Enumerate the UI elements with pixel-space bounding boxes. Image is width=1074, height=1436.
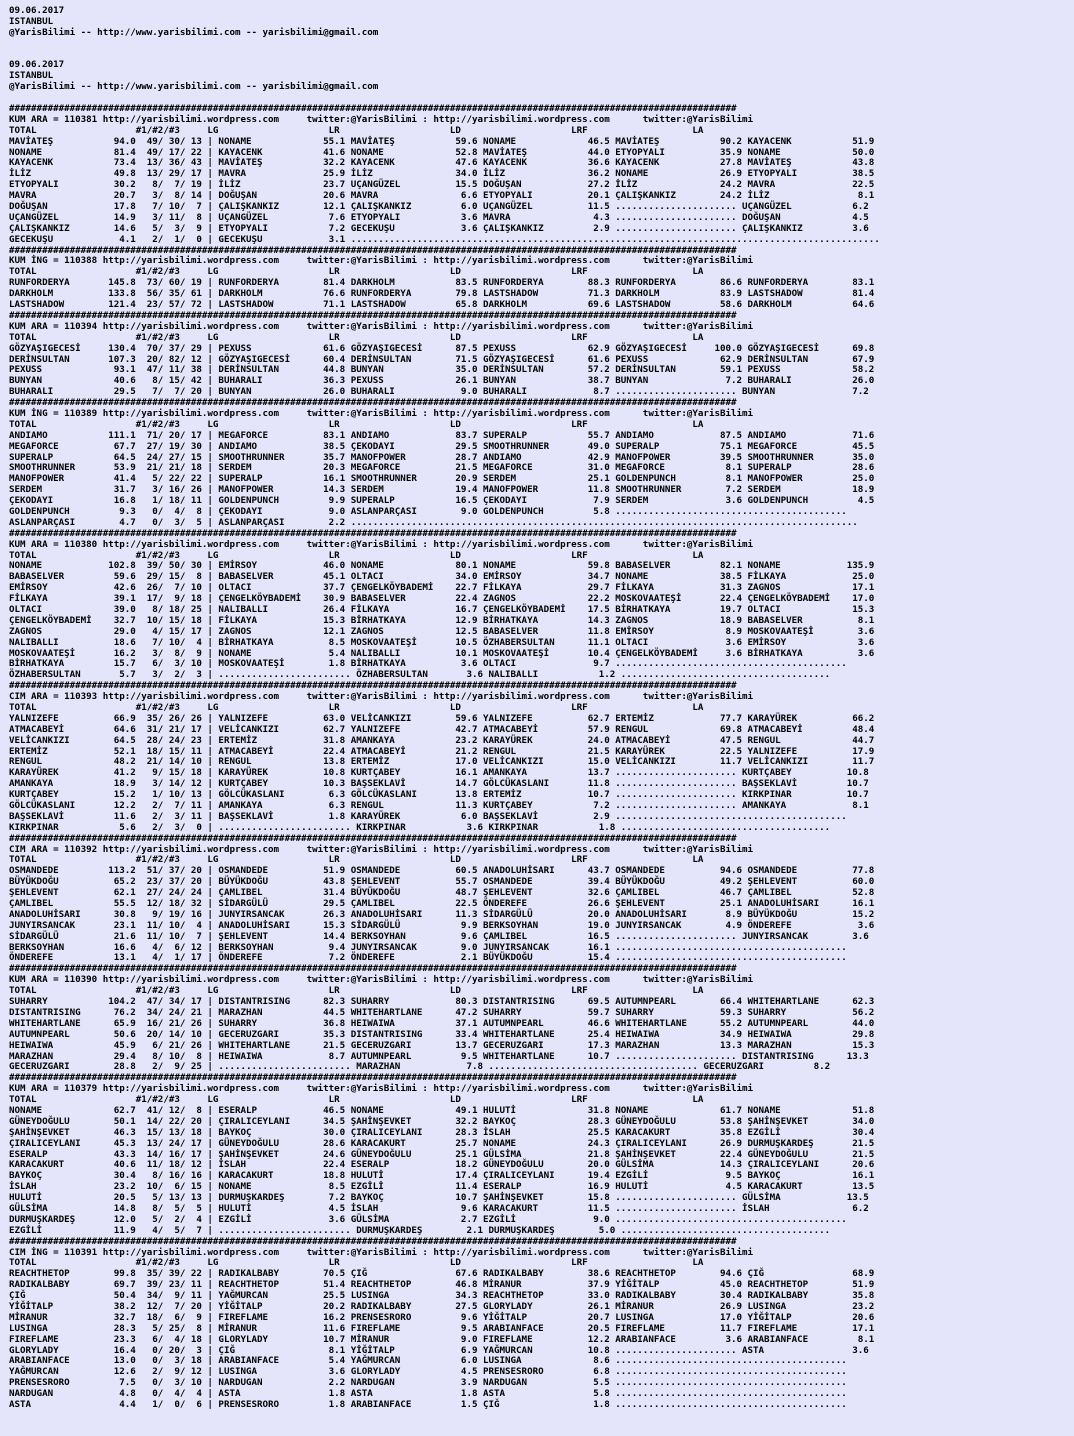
report-line: DERİNSULTAN 107.3 20/ 82/ 12 | GÖZYAŞIGECESİ 60.4 DERİNSULTAN 71.5 GÖZYAŞIGECESİ 61.6 PEXUSS 62.9 DERİNSULTAN 67.9 — [9, 353, 875, 365]
report-line: ŞEHLEVENT 62.1 27/ 24/ 24 | ÇAMLIBEL 31.4 BÜYÜKDOĞU 48.7 ŞEHLEVENT 32.6 ÇAMLIBEL 46.7 ÇAMLIBEL 52.8 — [9, 887, 875, 899]
report-line: @YarisBilimi -- http://www.yarisbilimi.com -- yarisbilimi@gmail.com — [9, 81, 379, 93]
report-line: #################################################################################################################################### — [9, 1072, 737, 1084]
report-line: NARDUGAN 4.8 0/ 4/ 4 | ASTA 1.8 ASTA 1.8 ASTA 5.8 .......................................... — [9, 1388, 847, 1400]
report-line: ÖZHABERSULTAN 5.7 3/ 2/ 3 | ........................ ÖZHABERSULTAN 3.6 NALIBALLI 1.2 ...................................... — [9, 669, 831, 681]
report-line: 09.06.2017 — [9, 5, 65, 16]
report-line: NONAME 62.7 41/ 12/ 8 | ESERALP 46.5 NONAME 49.1 HULUTİ 31.8 NONAME 61.7 NONAME 51.8 — [9, 1104, 875, 1116]
report-line: YİĞİTALP 38.2 12/ 7/ 20 | YİĞİTALP 20.2 RADIKALBABY 27.5 GLORYLADY 26.1 MİRANUR 26.9 LUSINGA 23.2 — [9, 1300, 875, 1312]
report-line: ÇIĞ 50.4 34/ 9/ 11 | YAĞMURCAN 25.5 LUSINGA 34.3 REACHTHETOP 33.0 RADIKALBABY 30.4 RADIKALBABY 35.8 — [9, 1290, 875, 1302]
report-line: KUM İNG = 110388 http://yarisbilimi.wordpress.com twitter:@YarisBilimi : http://yarisbilimi.wordpress.com twitter:@YarisBilimi — [9, 255, 754, 267]
report-line: VELİCANKIZI 64.5 28/ 24/ 23 | ERTEMİZ 31.8 AMANKAYA 23.2 KARAYÜREK 24.0 ATMACABEYİ 47.5 RENGUL 44.7 — [9, 734, 875, 746]
report-line: CIM ARA = 110392 http://yarisbilimi.wordpress.com twitter:@YarisBilimi : http://yarisbilimi.wordpress.com twitter:@YarisBilimi — [9, 843, 754, 855]
report-line: CIM ARA = 110393 http://yarisbilimi.wordpress.com twitter:@YarisBilimi : http://yarisbilimi.wordpress.com twitter:@YarisBilimi — [9, 691, 754, 703]
report-line: RENGUL 48.2 21/ 14/ 10 | RENGUL 13.8 ERTEMİZ 17.0 VELİCANKIZI 15.0 VELİCANKIZI 11.7 VELİCANKIZI 11.7 — [9, 756, 875, 768]
report-line: İSLAH 23.2 10/ 6/ 15 | NONAME 8.5 EZGİLİ 11.4 ESERALP 16.9 HULUTİ 4.5 KARACAKURT 13.5 — [9, 1181, 875, 1193]
report-line: SİDARGÜLÜ 21.6 11/ 10/ 7 | ŞEHLEVENT 14.4 BERKSOYHAN 9.6 ÇAMLIBEL 16.5 ...................... JUNYIRSANCAK 3.6 — [9, 930, 869, 942]
report-line: ISTANBUL — [9, 70, 54, 82]
report-line: ZAGNOS 29.0 4/ 15/ 17 | ZAGNOS 12.1 ZAGNOS 12.5 BABASELVER 11.8 EMİRSOY 8.9 MOSKOVAATEŞİ 3.6 — [9, 625, 875, 637]
report-line: TOTAL #1/#2/#3 LG LR LD LRF LA — [9, 1257, 704, 1269]
report-line: RUNFORDERYA 145.8 73/ 60/ 19 | RUNFORDERYA 81.4 DARKHOLM 83.5 RUNFORDERYA 88.3 RUNFORDERYA 86.6 RUNFORDERYA 83.1 — [9, 277, 875, 289]
report-line: BAŞSEKLAVİ 11.6 2/ 3/ 11 | BAŞSEKLAVİ 1.8 KARAYÜREK 6.0 BAŞSEKLAVİ 2.9 .......................................... — [9, 810, 847, 822]
report-line: OSMANDEDE 113.2 51/ 37/ 20 | OSMANDEDE 51.9 OSMANDEDE 60.5 ANADOLUHİSARI 43.7 OSMANDEDE 94.6 OSMANDEDE 77.8 — [9, 865, 875, 877]
report-line: ÖNDEREFE 13.1 4/ 1/ 17 | ÖNDEREFE 7.2 ÖNDEREFE 2.1 BÜYÜKDOĞU 15.4 .......................................... — [9, 952, 847, 964]
report-line — [9, 39, 1074, 50]
report-line: SUHARRY 104.2 47/ 34/ 17 | DISTANTRISING 82.3 SUHARRY 80.3 DISTANTRISING 69.5 AUTUMNPEARL 66.4 WHITEHARTLANE 62.3 — [9, 996, 875, 1008]
report-line: MİRANUR 32.7 18/ 6/ 9 | FIREFLAME 16.2 PRENSESRORO 9.6 YİĞİTALP 20.7 LUSINGA 17.0 YİĞİTALP 20.6 — [9, 1311, 875, 1323]
report-line: BERKSOYHAN 16.6 4/ 6/ 12 | BERKSOYHAN 9.4 JUNYIRSANCAK 9.0 JUNYIRSANCAK 16.1 .......................................... — [9, 941, 847, 953]
report-line: ŞAHİNŞEVKET 46.3 15/ 13/ 18 | BAYKOÇ 30.0 ÇIRALICEYLANI 28.3 İSLAH 25.5 KARACAKURT 35.8 EZGİLİ 30.4 — [9, 1126, 875, 1138]
report-line: SERDEM 31.7 3/ 16/ 26 | MANOFPOWER 14.3 SERDEM 19.4 MANOFPOWER 11.8 SMOOTHRUNNER 7.2 SERDEM 18.9 — [9, 484, 875, 496]
report-line: ASLANPARÇASI 4.7 0/ 3/ 5 | ASLANPARÇASI 2.2 ............................................................................................ — [9, 516, 858, 528]
report-line: MAVİATEŞ 94.0 49/ 30/ 13 | NONAME 55.1 MAVİATEŞ 59.6 NONAME 46.5 MAVİATEŞ 90.2 KAYACENK 51.9 — [9, 135, 875, 147]
report-line: BABASELVER 59.6 29/ 15/ 8 | BABASELVER 45.1 OLTACI 34.0 EMİRSOY 34.7 NONAME 38.5 FİLKAYA 25.0 — [9, 571, 875, 583]
report-line: GÖLCÜKASLANI 12.2 2/ 7/ 11 | AMANKAYA 6.3 RENGUL 11.3 KURTÇABEY 7.2 ...................... AMANKAYA 8.1 — [9, 800, 869, 812]
report-line: GÜLSİMA 14.8 8/ 5/ 5 | HULUTİ 4.5 İSLAH 9.6 KARACAKURT 11.5 ...................... İSLAH 6.2 — [9, 1202, 869, 1214]
report-line: DURMUŞKARDEŞ 12.0 5/ 2/ 4 | EZGİLİ 3.6 GÜLSİMA 2.7 EZGİLİ 9.0 .......................................... — [9, 1213, 847, 1225]
report-line: MARAZHAN 29.4 8/ 10/ 8 | HEIWAIWA 8.7 AUTUMNPEARL 9.5 WHITEHARTLANE 10.7 ...................... DISTANTRISING 13.3 — [9, 1050, 869, 1062]
report-line: HEIWAIWA 45.9 6/ 21/ 26 | WHITEHARTLANE 21.5 GECERUZGARI 13.7 GECERUZGARI 17.3 MARAZHAN 13.3 MARAZHAN 15.3 — [9, 1039, 875, 1051]
report-line: AUTUMNPEARL 50.6 20/ 14/ 10 | GECERUZGARI 35.3 DISTANTRISING 33.4 WHITEHARTLANE 25.4 HEIWAIWA 34.9 HEIWAIWA 29.8 — [9, 1028, 875, 1040]
report-line: ESERALP 43.3 14/ 16/ 17 | ŞAHİNŞEVKET 24.6 GÜNEYDOĞULU 25.1 GÜLSİMA 21.8 ŞAHİNŞEVKET 22.4 GÜNEYDOĞULU 21.5 — [9, 1148, 875, 1160]
report-line: SMOOTHRUNNER 53.9 21/ 21/ 18 | SERDEM 20.3 MEGAFORCE 21.5 MEGAFORCE 31.0 MEGAFORCE 8.1 SUPERALP 28.6 — [9, 462, 875, 474]
report-line: #################################################################################################################################### — [9, 397, 737, 409]
report-line: WHITEHARTLANE 65.9 16/ 21/ 26 | SUHARRY 36.8 HEIWAIWA 37.1 AUTUMNPEARL 46.6 WHITEHARTLANE 55.2 AUTUMNPEARL 44.0 — [9, 1017, 875, 1029]
report-line: PRENSESRORO 7.5 0/ 3/ 10 | NARDUGAN 2.2 NARDUGAN 3.9 NARDUGAN 5.5 .......................................... — [9, 1377, 847, 1389]
report-line: KUM ARA = 110381 http://yarisbilimi.wordpress.com twitter:@YarisBilimi : http://yarisbilimi.wordpress.com twitter:@YarisBilimi — [9, 113, 754, 125]
report-line: GOLDENPUNCH 9.3 0/ 4/ 8 | ÇEKODAYI 9.0 ASLANPARÇASI 9.0 GOLDENPUNCH 5.8 .......................................... — [9, 505, 847, 517]
report-line: ÇAMLIBEL 55.5 12/ 18/ 32 | SİDARGÜLÜ 29.5 ÇAMLIBEL 22.5 ÖNDEREFE 26.6 ŞEHLEVENT 25.1 ANADOLUHİSARI 16.1 — [9, 898, 875, 910]
report-line: EMİRSOY 42.6 26/ 7/ 10 | OLTACI 37.7 ÇENGELKÖYBADEMİ 22.7 FİLKAYA 29.7 FİLKAYA 31.3 ZAGNOS 17.1 — [9, 582, 875, 594]
report-line: ÇENGELKÖYBADEMİ 32.7 10/ 15/ 18 | FİLKAYA 15.3 BİRHATKAYA 12.9 BİRHATKAYA 14.3 ZAGNOS 18.9 BABASELVER 8.1 — [9, 614, 875, 626]
report-line: GECEKUŞU 4.1 2/ 1/ 0 | GECEKUŞU 3.1 ................................................................................................ — [9, 233, 880, 245]
report-line: ANADOLUHİSARI 30.8 9/ 19/ 16 | JUNYIRSANCAK 26.3 ANADOLUHİSARI 11.3 SİDARGÜLÜ 20.0 ANADOLUHİSARI 8.9 BÜYÜKDOĞU 15.2 — [9, 908, 875, 920]
report-line: KUM ARA = 110394 http://yarisbilimi.wordpress.com twitter:@YarisBilimi : http://yarisbilimi.wordpress.com twitter:@YarisBilimi — [9, 320, 754, 332]
report-line: TOTAL #1/#2/#3 LG LR LD LRF LA — [9, 549, 704, 561]
report-line: @YarisBilimi -- http://www.yarisbilimi.com -- yarisbilimi@gmail.com — [9, 26, 379, 38]
report-line: ANDIAMO 111.1 71/ 20/ 17 | MEGAFORCE 83.1 ANDIAMO 83.7 SUPERALP 55.7 ANDIAMO 87.5 ANDIAMO 71.6 — [9, 429, 875, 441]
report-line: KARAYÜREK 41.2 9/ 15/ 18 | KARAYÜREK 10.8 KURTÇABEY 16.1 AMANKAYA 13.7 ...................... KURTÇABEY 10.8 — [9, 767, 869, 779]
report-line: ÇIRALICEYLANI 45.3 13/ 24/ 17 | GÜNEYDOĞULU 28.6 KARACAKURT 25.7 NONAME 24.3 ÇIRALICEYLANI 26.9 DURMUŞKARDEŞ 21.5 — [9, 1137, 875, 1149]
report-line: GLORYLADY 16.4 0/ 20/ 3 | ÇIĞ 8.1 YİĞİTALP 6.9 YAĞMURCAN 10.8 ...................... ASTA 3.6 — [9, 1344, 869, 1356]
report-line: TOTAL #1/#2/#3 LG LR LD LRF LA — [9, 124, 704, 136]
report-line: DOĞUŞAN 17.8 7/ 10/ 7 | ÇALIŞKANKIZ 12.1 ÇALIŞKANKIZ 6.0 UÇANGÜZEL 11.5 ...................... UÇANGÜZEL 6.2 — [9, 201, 869, 213]
report-line: TOTAL #1/#2/#3 LG LR LD LRF LA — [9, 418, 704, 430]
report-line: PEXUSS 93.1 47/ 11/ 38 | DERİNSULTAN 44.8 BUNYAN 35.0 DERİNSULTAN 57.2 DERİNSULTAN 59.1 PEXUSS 58.2 — [9, 364, 875, 376]
report-line: #################################################################################################################################### — [9, 832, 737, 844]
report-line: JUNYIRSANCAK 23.1 11/ 10/ 4 | ANADOLUHİSARI 15.3 SİDARGÜLÜ 9.9 BERKSOYHAN 19.0 JUNYIRSANCAK 4.9 ÖNDEREFE 3.6 — [9, 919, 875, 931]
report-line: HULUTİ 20.5 5/ 13/ 13 | DURMUŞKARDEŞ 7.2 BAYKOÇ 10.7 ŞAHİNŞEVKET 15.8 ...................... GÜLSİMA 13.5 — [9, 1192, 869, 1204]
report-line: MEGAFORCE 67.7 27/ 19/ 30 | ANDIAMO 38.5 ÇEKODAYI 29.5 SMOOTHRUNNER 49.0 SUPERALP 75.1 MEGAFORCE 45.5 — [9, 440, 875, 452]
report-line: DISTANTRISING 76.2 34/ 24/ 21 | MARAZHAN 44.5 WHITEHARTLANE 47.2 SUHARRY 59.7 SUHARRY 59.3 SUHARRY 56.2 — [9, 1006, 875, 1018]
report-line: MANOFPOWER 41.4 5/ 22/ 22 | SUPERALP 16.1 SMOOTHRUNNER 20.9 SERDEM 25.1 GOLDENPUNCH 8.1 MANOFPOWER 25.0 — [9, 473, 875, 485]
report-line: #################################################################################################################################### — [9, 309, 737, 321]
report-line: KIRKPINAR 5.6 2/ 3/ 0 | ........................ KIRKPINAR 3.6 KIRKPINAR 1.8 ...................................... — [9, 821, 831, 833]
report-line: CIM İNG = 110391 http://yarisbilimi.wordpress.com twitter:@YarisBilimi : http://yarisbilimi.wordpress.com twitter:@YarisBilimi — [9, 1246, 754, 1258]
report-line: LASTSHADOW 121.4 23/ 57/ 72 | LASTSHADOW 71.1 LASTSHADOW 65.8 DARKHOLM 69.6 LASTSHADOW 58.6 DARKHOLM 64.6 — [9, 299, 875, 311]
report-line: ÇALIŞKANKIZ 14.6 5/ 3/ 9 | ETYOPYALI 7.2 GECEKUŞU 3.6 ÇALIŞKANKIZ 2.9 ...................... ÇALIŞKANKIZ 3.6 — [9, 222, 869, 234]
report-line: ATMACABEYİ 64.6 31/ 21/ 17 | VELİCANKIZI 62.7 YALNIZEFE 42.7 ATMACABEYİ 57.9 RENGUL 69.8 ATMACABEYİ 48.4 — [9, 723, 875, 735]
report-line: TOTAL #1/#2/#3 LG LR LD LRF LA — [9, 266, 704, 278]
report-line: FİLKAYA 39.1 17/ 9/ 18 | ÇENGELKÖYBADEMİ 30.9 BABASELVER 22.4 ZAGNOS 22.2 MOSKOVAATEŞİ 22.4 ÇENGELKÖYBADEMİ 17.0 — [9, 593, 875, 605]
report-line: İLİZ 49.8 13/ 29/ 17 | MAVRA 25.9 İLİZ 34.0 İLİZ 36.2 NONAME 26.9 ETYOPYALI 38.5 — [9, 168, 875, 180]
report-line: TOTAL #1/#2/#3 LG LR LD LRF LA — [9, 854, 704, 866]
report-line: BAYKOÇ 30.4 8/ 16/ 16 | KARACAKURT 18.8 HULUTİ 17.4 ÇIRALICEYLANI 19.4 EZGİLİ 9.5 BAYKOÇ 16.1 — [9, 1170, 875, 1182]
report-line: KURTÇABEY 15.2 1/ 10/ 13 | GÖLCÜKASLANI 6.3 GÖLCÜKASLANI 13.8 ERTEMİZ 10.7 ...................... KIRKPINAR 10.7 — [9, 789, 869, 801]
report-line: NONAME 81.4 49/ 17/ 22 | KAYACENK 41.6 NONAME 52.8 MAVİATEŞ 44.0 ETYOPYALI 35.9 NONAME 50.0 — [9, 146, 875, 158]
report-line: FIREFLAME 23.3 6/ 4/ 18 | GLORYLADY 10.7 MİRANUR 9.0 FIREFLAME 12.2 ARABIANFACE 3.6 ARABIANFACE 8.1 — [9, 1333, 875, 1345]
report-line: ETYOPYALI 30.2 8/ 7/ 19 | İLİZ 23.7 UÇANGÜZEL 15.5 DOĞUŞAN 27.2 İLİZ 24.2 MAVRA 22.5 — [9, 179, 875, 191]
report-line: KUM ARA = 110380 http://yarisbilimi.wordpress.com twitter:@YarisBilimi : http://yarisbilimi.wordpress.com twitter:@YarisBilimi — [9, 538, 754, 550]
report-line: RADIKALBABY 69.7 39/ 23/ 11 | REACHTHETOP 51.4 REACHTHETOP 46.8 MİRANUR 37.9 YİĞİTALP 45.0 REACHTHETOP 51.9 — [9, 1279, 875, 1291]
report-line: ISTANBUL — [9, 15, 54, 27]
report-line: BUNYAN 40.6 8/ 15/ 42 | BUHARALI 36.3 PEXUSS 26.1 BUNYAN 38.7 BUNYAN 7.2 BUHARALI 26.0 — [9, 375, 875, 387]
report-line: #################################################################################################################################### — [9, 103, 737, 115]
report-line: TOTAL #1/#2/#3 LG LR LD LRF LA — [9, 985, 704, 997]
report-line: UÇANGÜZEL 14.9 3/ 11/ 8 | UÇANGÜZEL 7.6 ETYOPYALI 3.6 MAVRA 4.3 ...................... DOĞUŞAN 4.5 — [9, 211, 869, 223]
report-line: KARACAKURT 40.6 11/ 18/ 12 | İSLAH 22.4 ESERALP 18.2 GÜNEYDOĞULU 20.0 GÜLSİMA 14.3 ÇIRALICEYLANI 20.6 — [9, 1159, 875, 1171]
report-line: AMANKAYA 18.9 3/ 14/ 12 | KURTÇABEY 10.3 BAŞSEKLAVİ 14.7 GÖLCÜKASLANI 11.8 ...................... BAŞSEKLAVİ 10.7 — [9, 778, 869, 790]
report-line: ÇEKODAYI 16.8 1/ 18/ 11 | GOLDENPUNCH 9.9 SUPERALP 16.5 ÇEKODAYI 7.9 SERDEM 3.6 GOLDENPUNCH 4.5 — [9, 495, 875, 507]
report-line: TOTAL #1/#2/#3 LG LR LD LRF LA — [9, 331, 704, 343]
report-line: YALNIZEFE 66.9 35/ 26/ 26 | YALNIZEFE 63.0 VELİCANKIZI 59.6 YALNIZEFE 62.7 ERTEMİZ 77.7 KARAYÜREK 66.2 — [9, 712, 875, 724]
report-line: OLTACI 39.0 8/ 18/ 25 | NALIBALLI 26.4 FİLKAYA 16.7 ÇENGELKÖYBADEMİ 17.5 BİRHATKAYA 19.7 OLTACI 15.3 — [9, 603, 875, 615]
report-line: DARKHOLM 133.8 56/ 35/ 61 | DARKHOLM 76.6 RUNFORDERYA 79.8 LASTSHADOW 71.3 DARKHOLM 83.9 LASTSHADOW 81.4 — [9, 288, 875, 300]
report-line: YAĞMURCAN 12.6 2/ 9/ 12 | LUSINGA 3.6 GLORYLADY 4.5 PRENSESRORO 6.8 .......................................... — [9, 1366, 847, 1378]
report-line: EZGİLİ 11.9 4/ 5/ 7 | ........................ DURMUŞKARDEŞ 2.1 DURMUŞKARDEŞ 5.0 ...................................... — [9, 1224, 831, 1236]
report-line: #################################################################################################################################### — [9, 1235, 737, 1247]
report-line: NONAME 102.8 39/ 50/ 30 | EMİRSOY 46.0 NONAME 80.1 NONAME 59.8 BABASELVER 82.1 NONAME 135.9 — [9, 560, 875, 572]
report-line: GÜNEYDOĞULU 50.1 14/ 22/ 20 | ÇIRALICEYLANI 34.5 ŞAHİNŞEVKET 32.2 BAYKOÇ 28.3 GÜNEYDOĞULU 53.8 ŞAHİNŞEVKET 34.0 — [9, 1115, 875, 1127]
report-line: ASTA 4.4 1/ 0/ 6 | PRENSESRORO 1.8 ARABIANFACE 1.5 ÇIĞ 1.8 .......................................... — [9, 1399, 847, 1410]
report-line: #################################################################################################################################### — [9, 680, 737, 692]
report-line: #################################################################################################################################### — [9, 244, 737, 256]
report-line: ERTEMİZ 52.1 18/ 15/ 11 | ATMACABEYİ 22.4 ATMACABEYİ 21.2 RENGUL 21.5 KARAYÜREK 22.5 YALNIZEFE 17.9 — [9, 745, 875, 757]
report-line: KAYACENK 73.4 13/ 36/ 43 | MAVİATEŞ 32.2 KAYACENK 47.6 KAYACENK 36.6 KAYACENK 27.8 MAVİATEŞ 43.8 — [9, 157, 875, 169]
report-line: BÜYÜKDOĞU 65.2 23/ 37/ 20 | BÜYÜKDOĞU 43.8 ŞEHLEVENT 55.7 OSMANDEDE 39.4 BÜYÜKDOĞU 49.2 ŞEHLEVENT 60.0 — [9, 876, 875, 888]
report-line: MAVRA 20.7 3/ 8/ 14 | DOĞUŞAN 20.6 MAVRA 6.6 ETYOPYALI 20.1 ÇALIŞKANKIZ 24.2 İLİZ 8.1 — [9, 190, 875, 202]
report-line: KUM ARA = 110390 http://yarisbilimi.wordpress.com twitter:@YarisBilimi : http://yarisbilimi.wordpress.com twitter:@YarisBilimi — [9, 974, 754, 986]
report-line: MOSKOVAATEŞİ 16.2 3/ 8/ 9 | NONAME 5.4 NALIBALLI 10.1 MOSKOVAATEŞİ 10.4 ÇENGELKÖYBADEMİ 3.6 BİRHATKAYA 3.6 — [9, 647, 875, 659]
report-line: SUPERALP 64.5 24/ 27/ 15 | SMOOTHRUNNER 35.7 MANOFPOWER 28.7 ANDIAMO 42.9 MANOFPOWER 39.5 SMOOTHRUNNER 35.0 — [9, 451, 875, 463]
report-line: BİRHATKAYA 15.7 6/ 3/ 10 | MOSKOVAATEŞİ 1.8 BİRHATKAYA 3.6 OLTACI 9.7 .......................................... — [9, 658, 847, 670]
report-line: #################################################################################################################################### — [9, 527, 737, 539]
report-line: #################################################################################################################################### — [9, 963, 737, 975]
report-line: KUM ARA = 110379 http://yarisbilimi.wordpress.com twitter:@YarisBilimi : http://yarisbilimi.wordpress.com twitter:@YarisBilimi — [9, 1083, 754, 1095]
report-line: LUSINGA 28.3 5/ 25/ 8 | MİRANUR 11.6 FIREFLAME 9.5 ARABIANFACE 20.5 FIREFLAME 11.7 FIREFLAME 17.1 — [9, 1322, 875, 1334]
report-line: BUHARALI 29.5 7/ 7/ 20 | BUNYAN 26.0 BUHARALI 9.0 BUHARALI 8.7 ...................... BUNYAN 7.2 — [9, 386, 869, 398]
report-line: NALIBALLI 18.6 7/ 10/ 4 | BİRHATKAYA 8.5 MOSKOVAATEŞİ 10.5 ÖZHABERSULTAN 11.1 OLTACI 3.6 EMİRSOY 3.6 — [9, 636, 875, 648]
report-line: TOTAL #1/#2/#3 LG LR LD LRF LA — [9, 1094, 704, 1106]
report-line: GÖZYAŞIGECESİ 130.4 70/ 37/ 29 | PEXUSS 61.6 GÖZYAŞIGECESİ 87.5 PEXUSS 62.9 GÖZYAŞIGECESİ 100.0 GÖZYAŞIGECESİ 69.8 — [9, 342, 875, 354]
report-line — [9, 50, 1074, 61]
report-line: TOTAL #1/#2/#3 LG LR LD LRF LA — [9, 702, 704, 713]
report-line: ARABIANFACE 13.0 0/ 3/ 18 | ARABIANFACE 5.4 YAĞMURCAN 6.0 LUSINGA 8.6 .......................................... — [9, 1355, 847, 1367]
report-line: GECERUZGARI 28.8 2/ 9/ 25 | ........................ MARAZHAN 7.8 ...................................... GECERUZGARI 8.2 — [9, 1061, 831, 1073]
report-line: REACHTHETOP 99.8 35/ 39/ 22 | RADIKALBABY 70.5 ÇIĞ 67.6 RADIKALBABY 38.6 REACHTHETOP 94.6 ÇIĞ 68.9 — [9, 1268, 875, 1280]
report-line: KUM İNG = 110389 http://yarisbilimi.wordpress.com twitter:@YarisBilimi : http://yarisbilimi.wordpress.com twitter:@YarisBilimi — [9, 407, 754, 419]
report-line: 09.06.2017 — [9, 59, 65, 71]
